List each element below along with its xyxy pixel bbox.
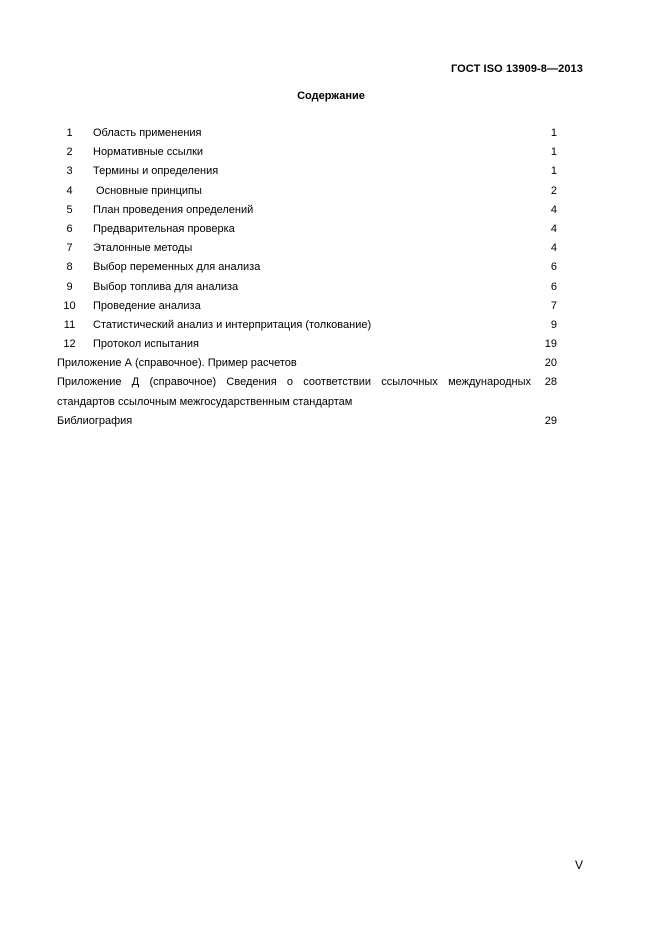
toc-entry-page: 19: [544, 338, 557, 351]
toc-entry-page: 4: [550, 222, 557, 235]
toc-entry-title: Протокол испытания: [93, 338, 199, 351]
toc-appendix-d[interactable]: [57, 373, 557, 411]
page-number: V: [575, 858, 584, 872]
toc-entry-title: Область применения: [93, 127, 202, 139]
toc-entry-number: 1: [66, 127, 73, 139]
toc-entry-number: 3: [66, 165, 73, 178]
toc-entry[interactable]: [57, 297, 557, 316]
toc-entry[interactable]: [57, 316, 557, 335]
toc-entry-page: 1: [550, 146, 557, 159]
toc-entry-number: 2: [66, 146, 73, 159]
toc-entry-page: 2: [550, 184, 557, 197]
toc-entry[interactable]: [57, 335, 557, 354]
toc-entry-page: 1: [550, 165, 557, 178]
toc-entry-number: 11: [63, 318, 76, 331]
toc-entry-number: 10: [63, 299, 76, 312]
toc-entry-title: План проведения определений: [93, 203, 254, 216]
toc-entry[interactable]: [57, 220, 557, 239]
toc-entry-page: 4: [550, 203, 557, 216]
appendix-title: Приложение Д (справочное) Сведения о соответствии ссылочных международных стандартов ссылочным межгосударственным стандартам: [57, 376, 531, 408]
toc-entry-page: 7: [550, 299, 557, 312]
toc-entry-title: Нормативные ссылки: [93, 146, 204, 159]
toc-entry-page: 6: [550, 280, 557, 293]
toc-entry[interactable]: [57, 201, 557, 220]
toc-entry-title: Эталонные методы: [93, 242, 193, 255]
toc-entry[interactable]: [57, 182, 557, 201]
toc-entry-number: 4: [66, 184, 73, 197]
toc-entry-title: Выбор переменных для анализа: [93, 261, 261, 274]
toc-bibliography[interactable]: [57, 412, 557, 431]
toc-entry-page: 1: [550, 127, 557, 139]
standard-code: ГОСТ ISO 13909-8—2013: [450, 63, 583, 75]
toc-entry[interactable]: [57, 143, 557, 162]
toc-entry-number: 5: [66, 203, 73, 216]
toc-entry-title: Выбор топлива для анализа: [93, 280, 239, 293]
toc-entry-number: 7: [66, 242, 73, 255]
toc-entry-title: Термины и определения: [93, 165, 219, 178]
toc-entry[interactable]: [57, 258, 557, 277]
appendix-page: 20: [544, 357, 557, 370]
toc-entry[interactable]: [57, 124, 557, 143]
bibliography-title: Библиография: [57, 414, 133, 427]
table-of-contents: [57, 124, 557, 431]
toc-entry-title: Предварительная проверка: [93, 222, 235, 235]
bibliography-page: 29: [544, 414, 557, 427]
toc-appendix-a[interactable]: [57, 354, 557, 373]
toc-entry-page: 4: [550, 242, 557, 255]
toc-entry[interactable]: [57, 162, 557, 181]
toc-entry-number: 9: [66, 280, 73, 293]
appendix-page: 28: [544, 376, 557, 389]
toc-entry-title: Проведение анализа: [93, 299, 201, 312]
page-title: Содержание: [297, 90, 365, 102]
toc-entry-number: 12: [63, 338, 76, 351]
toc-entry-title: Статистический анализ и интерпритация (толкование): [93, 318, 372, 331]
toc-entry[interactable]: [57, 278, 557, 297]
toc-entry-number: 6: [66, 222, 73, 235]
toc-entry-page: 6: [550, 261, 557, 274]
toc-entry-page: 9: [550, 318, 557, 331]
toc-entry[interactable]: [57, 239, 557, 258]
appendix-title: Приложение А (справочное). Пример расчетов: [57, 357, 297, 370]
toc-entry-number: 8: [66, 261, 73, 274]
toc-entry-title: Основные принципы: [93, 184, 202, 197]
